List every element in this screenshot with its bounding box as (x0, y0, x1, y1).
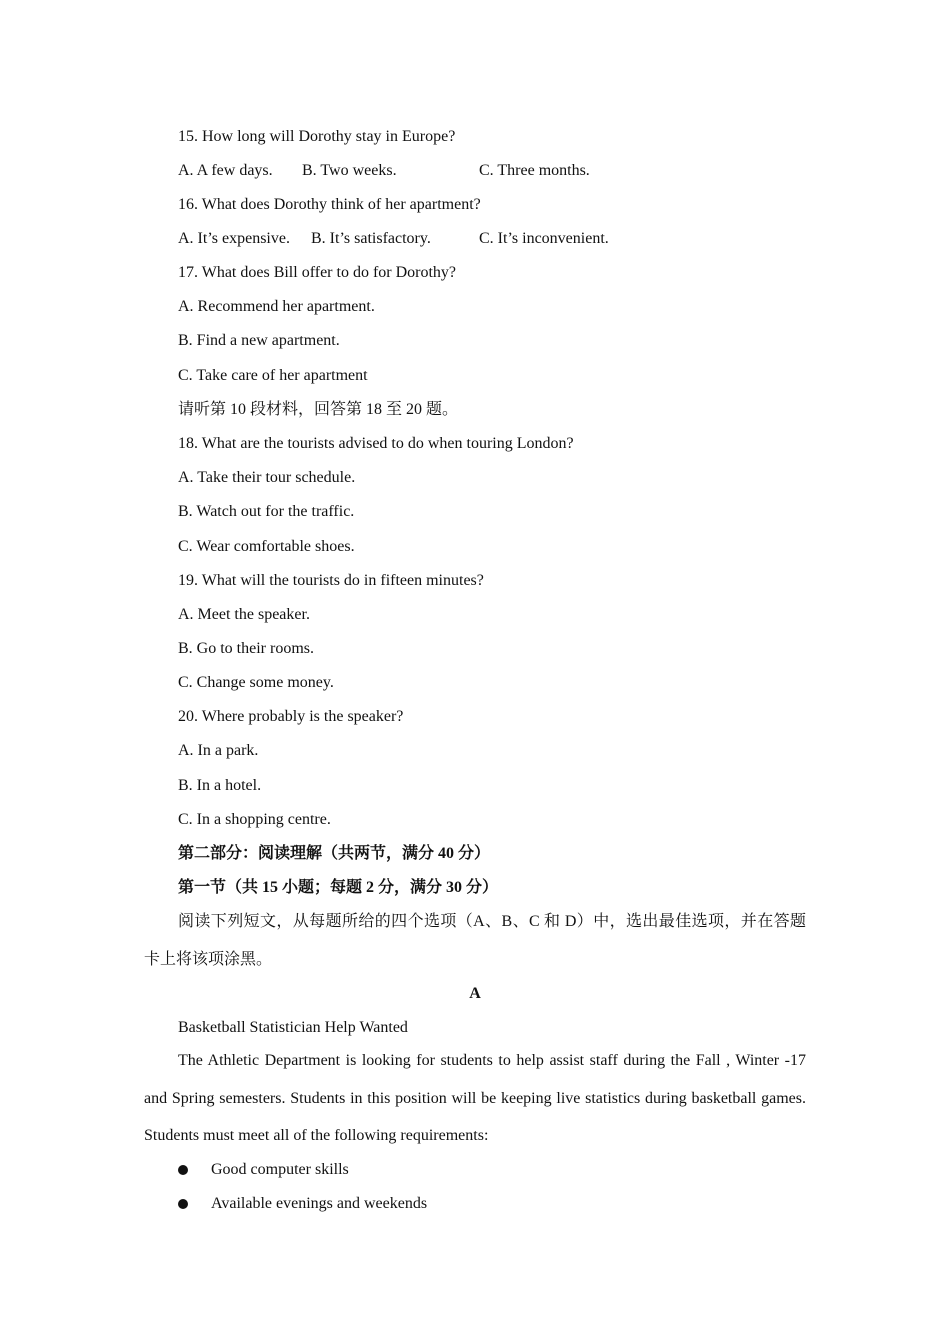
question-16-option-c: C. It’s inconvenient. (479, 230, 609, 247)
question-15-stem: 15. How long will Dorothy stay in Europe? (178, 128, 456, 145)
question-15-option-a: A. A few days. (178, 162, 273, 179)
question-18-option-a: A. Take their tour schedule. (178, 469, 356, 486)
passage-letter: A (469, 985, 481, 1002)
question-18-stem: 18. What are the tourists advised to do when touring London? (178, 435, 574, 452)
question-17-option-a: A. Recommend her apartment. (178, 298, 375, 315)
requirement-item: Available evenings and weekends (211, 1195, 428, 1212)
section-one-heading: 第一节（共 15 小题；每题 2 分，满分 30 分） (178, 879, 499, 896)
question-15-option-c: C. Three months. (479, 162, 590, 179)
question-20-option-c: C. In a shopping centre. (178, 811, 331, 828)
requirement-item: Good computer skills (211, 1161, 349, 1178)
question-17-option-c: C. Take care of her apartment (178, 367, 368, 384)
question-18-option-c: C. Wear comfortable shoes. (178, 538, 355, 555)
part-two-heading: 第二部分：阅读理解（共两节，满分 40 分） (178, 845, 491, 862)
question-19-option-c: C. Change some money. (178, 674, 334, 691)
question-16-option-b: B. It’s satisfactory. (311, 230, 431, 247)
question-18-option-b: B. Watch out for the traffic. (178, 503, 355, 520)
passage-title: Basketball Statistician Help Wanted (178, 1019, 408, 1036)
question-16-stem: 16. What does Dorothy think of her apartment? (178, 196, 481, 213)
question-17-stem: 17. What does Bill offer to do for Dorothy? (178, 264, 457, 281)
passage-body: The Athletic Department is looking for students to help assist staff during the Fall , Winter -17 and Spring semesters. Students in this position will be keeping live statistics during basketball games. Students must meet all of the following requirements: (144, 1052, 806, 1144)
question-20-option-b: B. In a hotel. (178, 777, 262, 794)
bullet-icon (178, 1165, 188, 1175)
question-19-option-a: A. Meet the speaker. (178, 606, 310, 623)
question-16-option-a: A. It’s expensive. (178, 230, 290, 247)
question-20-stem: 20. Where probably is the speaker? (178, 708, 404, 725)
bullet-icon (178, 1199, 188, 1209)
question-17-option-b: B. Find a new apartment. (178, 332, 340, 349)
reading-directions: 阅读下列短文，从每题所给的四个选项（A、B、C 和 D）中，选出最佳选项，并在答题卡上将该项涂黑。 (144, 913, 806, 968)
question-15-option-b: B. Two weeks. (302, 162, 397, 179)
listening-instruction: 请听第 10 段材料，回答第 18 至 20 题。 (178, 401, 459, 418)
question-20-option-a: A. In a park. (178, 742, 259, 759)
question-19-stem: 19. What will the tourists do in fifteen minutes? (178, 572, 484, 589)
question-19-option-b: B. Go to their rooms. (178, 640, 314, 657)
